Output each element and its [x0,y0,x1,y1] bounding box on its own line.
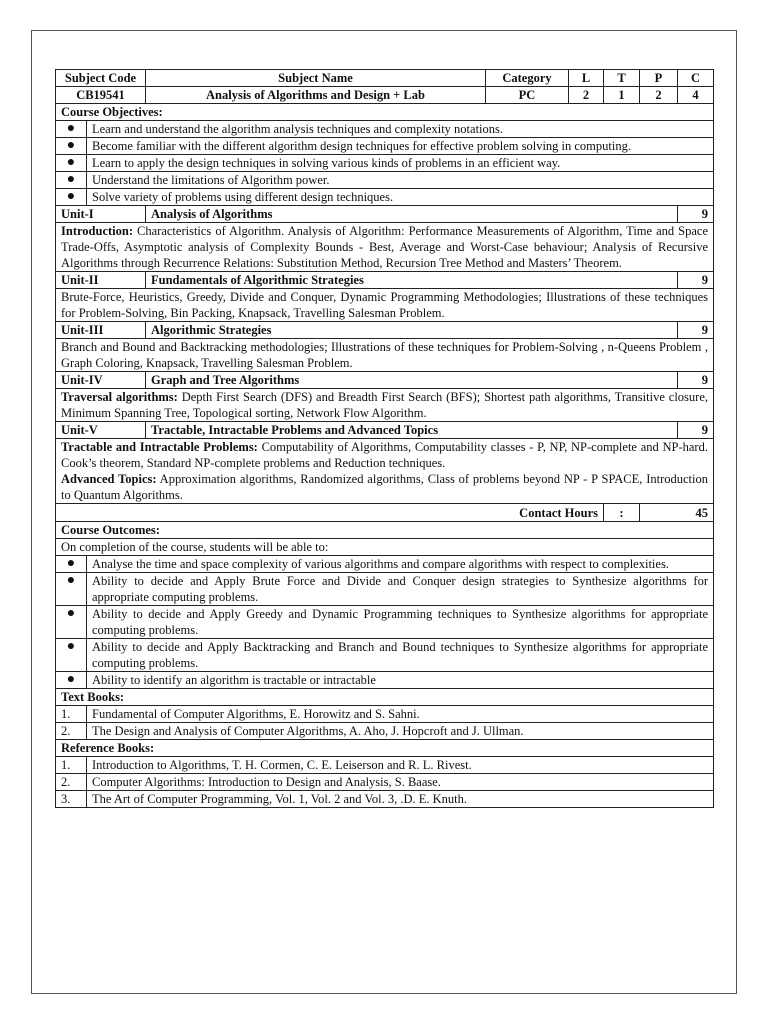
list-item [56,606,714,639]
unit-content: Branch and Bound and Backtracking methodologies; Illustrations of these techniques for Problem-Solving , n-Queens Problem , Graph Coloring, Knapsack, Travelling Salesman Problem. [56,339,714,372]
outcome-text: Analyse the time and space complexity of various algorithms and compare algorithms with respect to complexities. [87,556,714,573]
objective-text: Learn and understand the algorithm analysis techniques and complexity notations. [87,121,714,138]
list-item [56,189,714,206]
textbook-text: The Design and Analysis of Computer Algorithms, A. Aho, J. Hopcroft and J. Ullman. [87,723,714,740]
item-number: 1. [56,757,87,774]
list-item [56,791,714,808]
unit-lead: Tractable and Intractable Problems: [61,440,258,454]
list-item [56,121,714,138]
subject-code-label: Subject Code [56,70,146,87]
unit-hours: 9 [678,322,714,339]
list-item [56,774,714,791]
unit-content [56,223,714,272]
outcome-text: Ability to identify an algorithm is tractable or intractable [87,672,714,689]
unit-content [56,389,714,422]
unit-lead-2: Advanced Topics: [61,472,157,486]
list-item [56,672,714,689]
contact-hours-row [56,504,714,522]
outcome-text: Ability to decide and Apply Greedy and Dynamic Programming techniques to Synthesize algorithms for appropriate computing problems. [87,606,714,639]
unit-header [56,206,714,223]
references-heading: Reference Books: [56,740,714,757]
unit-text: Depth First Search (DFS) and Breadth First Search (BFS); Shortest path algorithms, Transitive closure, Minimum Spanning Tree, Topological sorting, Network Flow Algorithm. [61,390,708,420]
unit-label: Unit-I [56,206,146,223]
bullet-icon: ● [56,606,87,639]
bullet-icon: ● [56,138,87,155]
bullet-icon: ● [56,172,87,189]
unit-label: Unit-II [56,272,146,289]
c-label: C [678,70,714,87]
bullet-icon: ● [56,121,87,138]
unit-text: Characteristics of Algorithm. Analysis of Algorithm: Performance Measurements of Algorithm, Time and Space Trade-Offs, Asymptotic analysis of Complexity Bounds - Best, Average and Worst-Case behaviour; Analysis of Recursive Algorithms through Recurrence Relations: Substitution Method, Recursion Tree Method and Masters’ Theorem. [61,224,708,270]
item-number: 2. [56,774,87,791]
syllabus-table [55,69,714,808]
list-item [56,723,714,740]
reference-text: Introduction to Algorithms, T. H. Cormen, C. E. Leiserson and R. L. Rivest. [87,757,714,774]
unit-content [56,439,714,504]
p-value: 2 [640,87,678,104]
subject-name-label: Subject Name [146,70,486,87]
list-item [56,172,714,189]
list-item [56,639,714,672]
unit-hours: 9 [678,422,714,439]
unit-content: Brute-Force, Heuristics, Greedy, Divide and Conquer, Dynamic Programming Methodologies; Illustrations of these techniques for Problem-Solving, Bin Packing, Knapsack, Travelling Salesman Problem. [56,289,714,322]
unit-label: Unit-V [56,422,146,439]
list-item [56,155,714,172]
unit-header [56,322,714,339]
unit-label: Unit-IV [56,372,146,389]
objective-text: Understand the limitations of Algorithm power. [87,172,714,189]
outcomes-heading: Course Outcomes: [56,522,714,539]
outcomes-intro: On completion of the course, students will be able to: [56,539,714,556]
textbook-text: Fundamental of Computer Algorithms, E. Horowitz and S. Sahni. [87,706,714,723]
list-item [56,757,714,774]
reference-text: Computer Algorithms: Introduction to Design and Analysis, S. Baase. [87,774,714,791]
unit-header [56,272,714,289]
category: PC [486,87,569,104]
unit-title: Graph and Tree Algorithms [146,372,678,389]
objective-text: Solve variety of problems using different design techniques. [87,189,714,206]
outcome-text: Ability to decide and Apply Brute Force and Divide and Conquer design strategies to Synthesize algorithms for appropriate computing problems. [87,573,714,606]
contact-hours-label: Contact Hours [56,504,604,522]
unit-header [56,372,714,389]
unit-hours: 9 [678,206,714,223]
outcome-text: Ability to decide and Apply Backtracking and Branch and Bound techniques to Synthesize algorithms for appropriate computing problems. [87,639,714,672]
unit-title: Tractable, Intractable Problems and Advanced Topics [146,422,678,439]
l-value: 2 [569,87,604,104]
bullet-icon: ● [56,556,87,573]
p-label: P [640,70,678,87]
contact-hours-value: 45 [640,504,714,522]
unit-text-2: Approximation algorithms, Randomized algorithms, Class of problems beyond NP - P SPACE, Introduction to Quantum Algorithms. [61,472,708,502]
category-label: Category [486,70,569,87]
textbooks-heading: Text Books: [56,689,714,706]
bullet-icon: ● [56,573,87,606]
unit-hours: 9 [678,372,714,389]
l-label: L [569,70,604,87]
t-value: 1 [604,87,640,104]
unit-header [56,422,714,439]
subject-row [56,87,714,104]
reference-text: The Art of Computer Programming, Vol. 1, Vol. 2 and Vol. 3, .D. E. Knuth. [87,791,714,808]
bullet-icon: ● [56,189,87,206]
unit-text: Computability of Algorithms, Computability classes - P, NP, NP-complete and NP-hard. Cook’s theorem, Standard NP-complete problems and Reduction techniques. [61,440,708,470]
unit-lead: Traversal algorithms: [61,390,178,404]
bullet-icon: ● [56,672,87,689]
list-item [56,573,714,606]
bullet-icon: ● [56,155,87,172]
c-value: 4 [678,87,714,104]
unit-title: Analysis of Algorithms [146,206,678,223]
list-item [56,706,714,723]
unit-title: Fundamentals of Algorithmic Strategies [146,272,678,289]
bullet-icon: ● [56,639,87,672]
objective-text: Learn to apply the design techniques in solving various kinds of problems in an efficient way. [87,155,714,172]
unit-lead: Introduction: [61,224,134,238]
header-row [56,70,714,87]
subject-name: Analysis of Algorithms and Design + Lab [146,87,486,104]
unit-title: Algorithmic Strategies [146,322,678,339]
item-number: 3. [56,791,87,808]
subject-code: CB19541 [56,87,146,104]
list-item [56,138,714,155]
objective-text: Become familiar with the different algorithm design techniques for effective problem solving in computing. [87,138,714,155]
item-number: 1. [56,706,87,723]
unit-hours: 9 [678,272,714,289]
objectives-heading: Course Objectives: [56,104,714,121]
contact-hours-colon: : [604,504,640,522]
item-number: 2. [56,723,87,740]
t-label: T [604,70,640,87]
unit-label: Unit-III [56,322,146,339]
list-item [56,556,714,573]
